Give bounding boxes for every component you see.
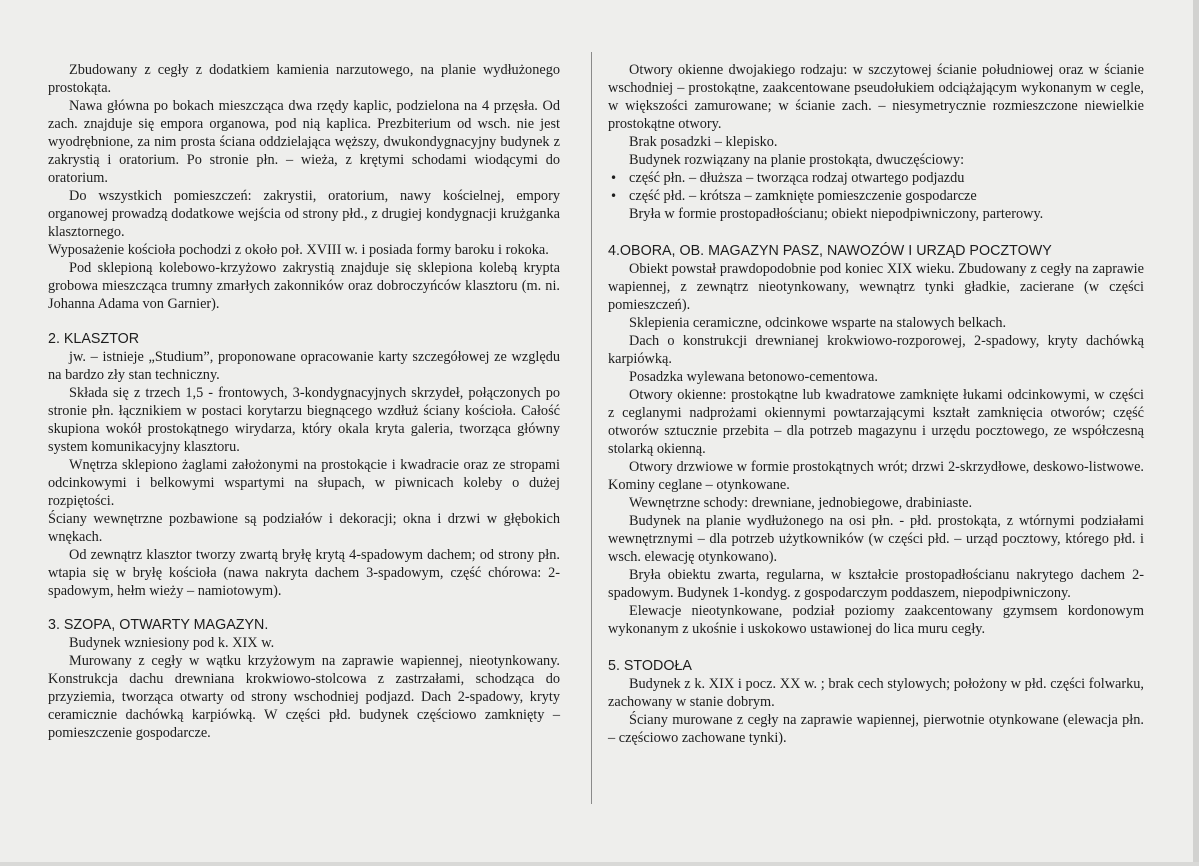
section-paragraph: Dach o konstrukcji drewnianej krokwiowo-rozporowej, 2-spadowy, kryty dachówką karpiówką.	[608, 333, 1144, 367]
section-paragraph: Wnętrza sklepiono żaglami założonymi na prostokącie i kwadracie oraz ze stropami odcinkowymi i belkowymi wspartymi na słupach, w piwnicach koleby o dużej rozpiętości.	[48, 457, 560, 509]
section-heading-szopa: 3. SZOPA, OTWARTY MAGAZYN.	[48, 617, 269, 633]
page-bottom-edge	[0, 862, 1199, 866]
section-paragraph: Elewacje nieotynkowane, podział poziomy zaakcentowany gzymsem kordonowym wykonanym z ukośnie i uskokowo ustawionej do lica muru cegły.	[608, 603, 1144, 637]
section-paragraph: Ściany murowane z cegły na zaprawie wapiennej, pierwotnie otynkowane (elewacja płn. – częściowo zachowane tynki).	[608, 712, 1144, 746]
section-paragraph: Murowany z cegły w wątku krzyżowym na zaprawie wapiennej, nieotynkowany. Konstrukcja dachu drewniana krokwiowo-stolcowa z zastrzałami, schodząca do przyziemia, tworząca otwarty od strony wschodniej podjazd. Dach 2-spadowy, kryty ceramicznie dachówką karpiówką. W części płd. budynek częściowo zamknięty – pomieszczenie gospodarcze.	[48, 653, 560, 741]
left-column	[48, 61, 560, 742]
section-paragraph: Otwory okienne dwojakiego rodzaju: w szczytowej ścianie południowej oraz w ścianie wschodniej – prostokątne, zaakcentowane pseudołukiem odciążającym wykonanym w cegle, w większości zamurowane; w ścianie zach. – niesymetrycznie rozmieszczone niewielkie prostokątne otwory.	[608, 62, 1144, 132]
intro-paragraph: Nawa główna po bokach mieszcząca dwa rzędy kaplic, podzielona na 4 przęsła. Od zach. znajduje się empora organowa, pod nią kaplica. Prezbiterium od wsch. nie jest wyodrębnione, za nim prosta ściana oddzielająca węższy, dwukondygnacyjny budynek z zakrystią i oratorium. Po stronie płn. – wieża, z krętymi schodami wiodącymi do oratorium.	[48, 98, 560, 186]
section-paragraph: Składa się z trzech 1,5 - frontowych, 3-kondygnacyjnych skrzydeł, połączonych po stronie płn. łącznikiem w postaci korytarzu biegnącego wzdłuż ściany kościoła. Całość skupiona wokół prostokątnego wirydarza, który okala kryta galeria, tworząca główny system komunikacyjny klasztoru.	[48, 385, 560, 455]
section-paragraph: Budynek na planie wydłużonego na osi płn. - płd. prostokąta, z wtórnymi podziałami wewnętrznymi – dla potrzeb użytkowników (w części płd. – urząd pocztowy, którego płd. i wsch. elewację otynkowano).	[608, 513, 1144, 565]
column-divider	[591, 52, 592, 804]
section-paragraph: Obiekt powstał prawdopodobnie pod koniec XIX wieku. Zbudowany z cegły na zaprawie wapiennej, z zewnątrz nieotynkowany, wewnątrz tynki gładkie, zacierane (w części pomieszczeń).	[608, 261, 1144, 313]
section-paragraph: Bryła obiektu zwarta, regularna, w kształcie prostopadłościanu nakrytego dachem 2-spadowym. Budynek 1-kondyg. z gospodarczym poddaszem, niepodpiwniczony.	[608, 567, 1144, 601]
intro-paragraph: Wyposażenie kościoła pochodzi z około poł. XVIII w. i posiada formy baroku i rokoka.	[48, 242, 549, 258]
intro-paragraph: Zbudowany z cegły z dodatkiem kamienia narzutowego, na planie wydłużonego prostokąta.	[48, 62, 560, 96]
page-edge-shadow	[1193, 0, 1199, 866]
section-paragraph: Budynek wzniesiony pod k. XIX w.	[69, 635, 275, 651]
right-column	[608, 61, 1144, 747]
section-paragraph: jw. – istnieje „Studium”, proponowane opracowanie karty szczegółowej ze względu na bardzo zły stan techniczny.	[48, 349, 560, 383]
section-paragraph: Od zewnątrz klasztor tworzy zwartą bryłę krytą 4-spadowym dachem; od strony płn. wtapia się w bryłę kościoła (nawa nakryta dachem 3-spadowym, część chórowa: 2-spadowym, hełm wieży – namiotowym).	[48, 547, 560, 599]
section-heading-klasztor: 2. KLASZTOR	[48, 331, 140, 347]
section-paragraph: Posadzka wylewana betonowo-cementowa.	[629, 369, 878, 385]
section-paragraph: Budynek rozwiązany na planie prostokąta, dwuczęściowy:	[629, 152, 965, 168]
section-paragraph: Wewnętrzne schody: drewniane, jednobiegowe, drabiniaste.	[629, 495, 973, 511]
section-paragraph: Ściany wewnętrzne pozbawione są podziałów i dekoracji; okna i drzwi w głębokich wnękach.	[48, 511, 560, 545]
section-paragraph: Budynek z k. XIX i pocz. XX w. ; brak cech stylowych; położony w płd. części folwarku, zachowany w stanie dobrym.	[608, 676, 1144, 710]
section-heading-obora: 4.OBORA, OB. MAGAZYN PASZ, NAWOZÓW I URZĄD POCZTOWY	[608, 243, 1052, 259]
intro-paragraph: Do wszystkich pomieszczeń: zakrystii, oratorium, nawy kościelnej, empory organowej prowadzą dodatkowe wejścia od strony płd., z drugiej kondygnacji krużganka klasztornego.	[48, 188, 560, 240]
section-paragraph: Otwory okienne: prostokątne lub kwadratowe zamknięte łukami odcinkowymi, w części z ceglanymi nadprożami okiennymi powtarzającymi kształt zamknięcia otworów; część otworów sztucznie przebita – dla potrzeb magazynu i urzędu pocztowego, ze współczesną stolarką okienną.	[608, 387, 1144, 457]
section-heading-stodola: 5. STODOŁA	[608, 658, 692, 674]
section-paragraph: Otwory drzwiowe w formie prostokątnych wrót; drzwi 2-skrzydłowe, deskowo-listwowe. Kominy ceglane – otynkowane.	[608, 459, 1144, 493]
intro-paragraph: Pod sklepioną kolebowo-krzyżowo zakrystią znajduje się sklepiona kolebą krypta grobowa mieszcząca trumny zmarłych zakonników oraz dobroczyńców klasztoru (m. ni. Johanna Adama von Garnier).	[48, 260, 560, 312]
section-paragraph: Bryła w formie prostopadłościanu; obiekt niepodpiwniczony, parterowy.	[629, 206, 1044, 222]
bullet-list	[608, 169, 1144, 205]
section-paragraph: Sklepienia ceramiczne, odcinkowe wsparte na stalowych belkach.	[629, 315, 1007, 331]
list-item: • część płd. – krótsza – zamknięte pomieszczenie gospodarcze	[608, 187, 1144, 205]
list-item: • część płn. – dłuższa – tworząca rodzaj otwartego podjazdu	[608, 169, 1144, 187]
section-paragraph: Brak posadzki – klepisko.	[629, 134, 778, 150]
